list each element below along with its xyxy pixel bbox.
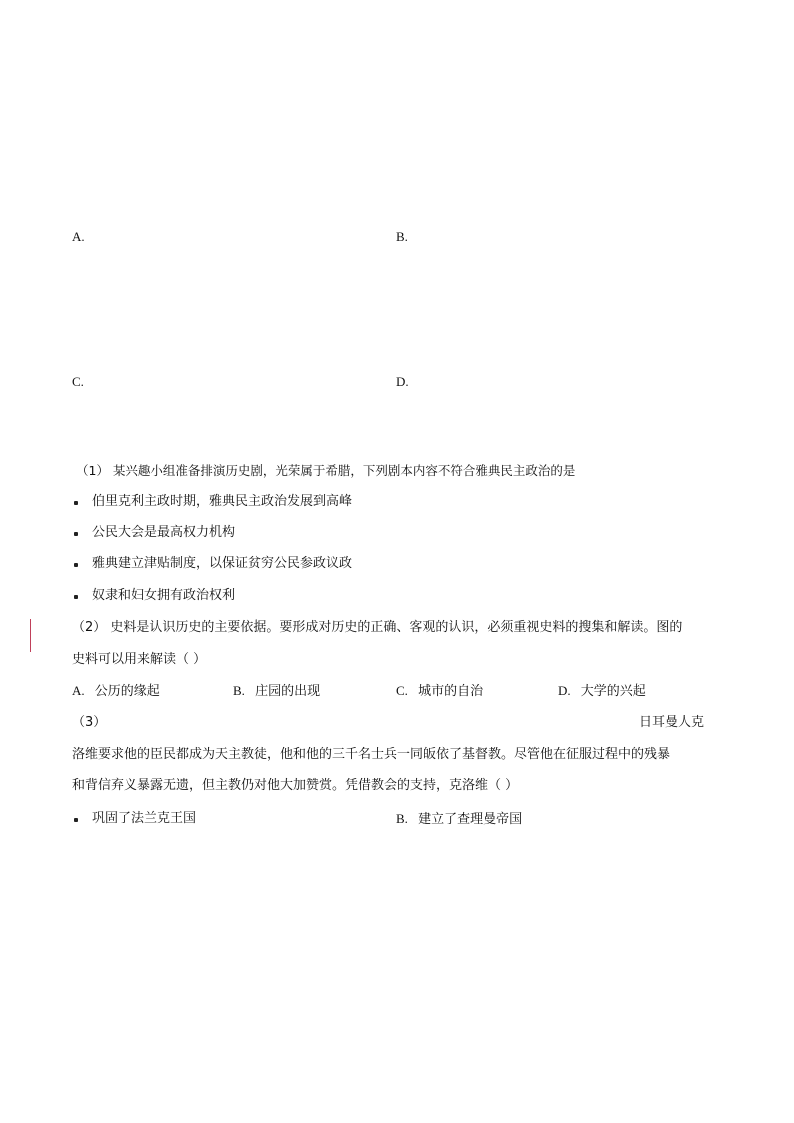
q2-stem-line2: 史料可以用来解读（ ） [72,652,207,667]
q3-line2: 洛维要求他的臣民都成为天主教徒，他和他的三千名士兵一同皈依了基督教。尽管他在征服过程中的残暴 [72,747,671,762]
q2-option-text: 大学的兴起 [580,684,646,699]
q2-option-letter: C. [396,683,408,698]
q3-option-b [396,810,522,829]
q2-option-text: 城市的自治 [418,684,484,699]
margin-mark [30,619,31,652]
bullet-icon [74,818,78,822]
bullet-icon [74,595,78,599]
q1-stem: （1） 某兴趣小组准备排演历史剧，光荣属于希腊，下列剧本内容不符合雅典民主政治的是 [76,463,576,478]
option-c-label: C. [72,374,84,389]
q1-item-2: 公民大会是最高权力机构 [92,525,236,540]
q2-option-text: 庄园的出现 [255,684,321,699]
q1-item-3: 雅典建立津贴制度，以保证贫穷公民参政议政 [92,556,353,571]
q2-option-letter: A. [72,683,85,698]
q2-option-d [558,682,646,701]
q3-right-text: 日耳曼人克 [639,715,705,730]
q3-label: （3） [72,715,107,730]
q1-item-1: 伯里克利主政时期，雅典民主政治发展到高峰 [92,494,353,509]
q1-item-4: 奴隶和妇女拥有政治权利 [92,588,236,603]
q2-option-a [72,682,160,701]
q3-line3: 和背信弃义暴露无遗，但主教仍对他大加赞赏。凭借教会的支持，克洛维（ ） [72,778,519,793]
q2-option-letter: B. [233,683,245,698]
bullet-icon [74,501,78,505]
q2-option-b [233,682,320,701]
q2-stem-line1: （2） 史料是认识历史的主要依据。要形成对历史的正确、客观的认识，必须重视史料的搜集和解读。图的 [72,620,683,635]
q2-option-letter: D. [558,683,571,698]
bullet-icon [74,532,78,536]
q2-option-c [396,682,483,701]
q3-option-a: 巩固了法兰克王国 [92,811,197,826]
option-b-label: B. [396,229,408,244]
option-a-label: A. [72,229,85,244]
q3-option-letter: B. [396,811,408,826]
bullet-icon [74,563,78,567]
q2-option-text: 公历的缘起 [94,684,160,699]
q3-option-text: 建立了查理曼帝国 [418,812,523,827]
option-d-label: D. [396,374,409,389]
